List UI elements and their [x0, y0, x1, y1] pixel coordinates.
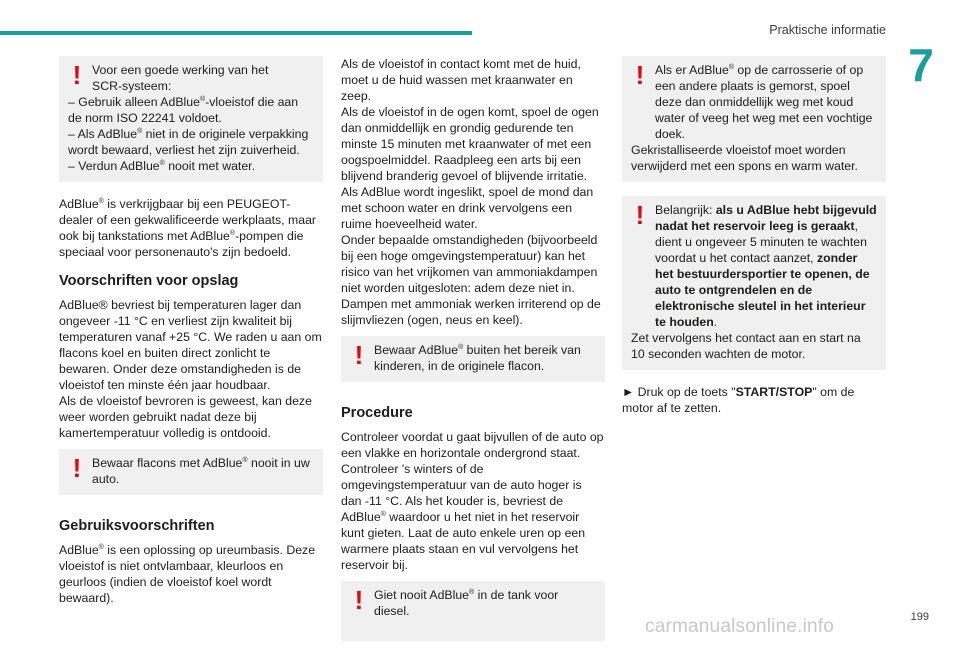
paragraph: Onder bepaalde omstandigheden (bijvoorbeeld bij een hoge omgevingstemperatuur) kan het risico van het vrijkomen van ammoniakdampen niet worden uitgesloten: adem deze niet in. Dampen met ammoniak werken irriterend op de slijmvliezen (ogen, neus en keel). — [341, 233, 601, 327]
paragraph: Controleer voordat u gaat bijvullen of de auto op een vlakke en horizontale ondergrond staat. — [341, 430, 604, 460]
header-accent-bar — [0, 31, 472, 35]
page-number: 199 — [910, 611, 929, 623]
warning-text: Belangrijk: als u AdBlue hebt bijgevuld nadat het reservoir leeg is geraakt, dient u ongeveer 5 minuten te wachten voordat u het contact aanzet, zonder het bestuurdersportier te openen, de auto te ontgrendelen en de elektronische sleutel in het interieur te houden. — [655, 203, 877, 329]
warning-text: Giet nooit AdBlue® in de tank voor diesel. — [374, 588, 559, 618]
warning-text: SCR-systeem: — [92, 79, 172, 93]
warning-text: Gekristalliseerde vloeistof moet worden verwijderd met een spons en warm water. — [631, 143, 858, 173]
warning-box-important — [622, 196, 886, 370]
warning-icon: ! — [354, 585, 364, 615]
warning-icon: ! — [635, 200, 645, 230]
watermark: carmanualsonline.info — [645, 616, 835, 637]
paragraph: Als de vloeistof in de ogen komt, spoel de ogen dan onmiddellijk en grondig gedurende ten minste 15 minuten met kraanwater of met een oogspoelmiddel. Raadpleeg een arts bij een blijvend branderig gevoel of blijvende irritatie. — [341, 105, 599, 183]
heading-procedure: Procedure — [341, 405, 413, 421]
warning-box-diesel — [341, 581, 605, 641]
warning-box-children — [341, 336, 605, 382]
warning-bullet: – Als AdBlue® niet in de originele verpakking wordt bewaard, verliest het zijn zuiverheid. — [68, 127, 309, 157]
warning-text: Als er AdBlue® op de carrosserie of op een andere plaats is gemorst, spoel deze dan onmiddellijk weg met koud water of veeg het weg met een vochtige doek. — [655, 63, 873, 141]
section-title: Praktische informatie — [769, 23, 886, 37]
heading-usage: Gebruiksvoorschriften — [59, 518, 215, 534]
paragraph: AdBlue® is een oplossing op ureumbasis. Deze vloeistof is niet ontvlambaar, kleurloos en geurloos (indien de vloeistof koel wordt bewaard). — [59, 543, 316, 605]
warning-bullet: – Verdun AdBlue® nooit met water. — [68, 159, 256, 173]
paragraph: Als de vloeistof in contact komt met de huid, moet u de huid wassen met kraanwater en zeep. — [341, 57, 581, 103]
step-instruction: ► Druk op de toets "START/STOP" om de motor af te zetten. — [622, 385, 855, 415]
warning-icon: ! — [72, 453, 82, 483]
paragraph: Als AdBlue wordt ingeslikt, spoel de mond dan met schoon water en drink vervolgens een ruime hoeveelheid water. — [341, 185, 594, 231]
paragraph: Als de vloeistof bevroren is geweest, kan deze weer worden gebruikt nadat deze bij kamertemperatuur volledig is ontdooid. — [59, 394, 312, 440]
paragraph: AdBlue® is verkrijgbaar bij een PEUGEOT-dealer of een gekwalificeerde werkplaats, maar ook bij tankstations met AdBlue®-pompen die speciaal voor personenauto's zijn bedoeld. — [59, 197, 317, 259]
warning-box-spill — [622, 56, 886, 182]
column-2 — [341, 56, 605, 655]
paragraph: AdBlue® bevriest bij temperaturen lager dan ongeveer -11 °C en verliest zijn kwaliteit bij temperaturen vanaf +25 °C. We raden u aan om flacons koel en buiten direct zonlicht te bewaren. Onder deze omstandigheden is de vloeistof ten minste één jaar houdbaar. — [59, 298, 322, 392]
chapter-number: 7 — [908, 39, 934, 91]
paragraph: Controleer 's winters of de omgevingstemperatuur van de auto hoger is dan -11 °C. Als het kouder is, bevriest de AdBlue® waardoor u het niet in het reservoir kunt gieten. Laat de auto enkele uren op een warmere plaats staan en vul vervolgens het reservoir bij. — [341, 462, 586, 572]
warning-bullet: – Gebruik alleen AdBlue®-vloeistof die aan de norm ISO 22241 voldoet. — [68, 95, 299, 125]
warning-text: Bewaar flacons met AdBlue® nooit in uw auto. — [92, 456, 310, 486]
warning-icon: ! — [635, 60, 645, 90]
column-1 — [59, 56, 323, 606]
warning-box-scr — [59, 56, 323, 182]
column-3 — [622, 56, 886, 416]
heading-storage: Voorschriften voor opslag — [59, 273, 239, 289]
warning-icon: ! — [72, 60, 82, 90]
warning-box-storage — [59, 449, 323, 495]
warning-text: Voor een goede werking van het — [92, 63, 269, 77]
warning-icon: ! — [354, 340, 364, 370]
warning-text: Bewaar AdBlue® buiten het bereik van kinderen, in de originele flacon. — [374, 343, 581, 373]
warning-text: Zet vervolgens het contact aan en start na 10 seconden wachten de motor. — [631, 331, 861, 361]
